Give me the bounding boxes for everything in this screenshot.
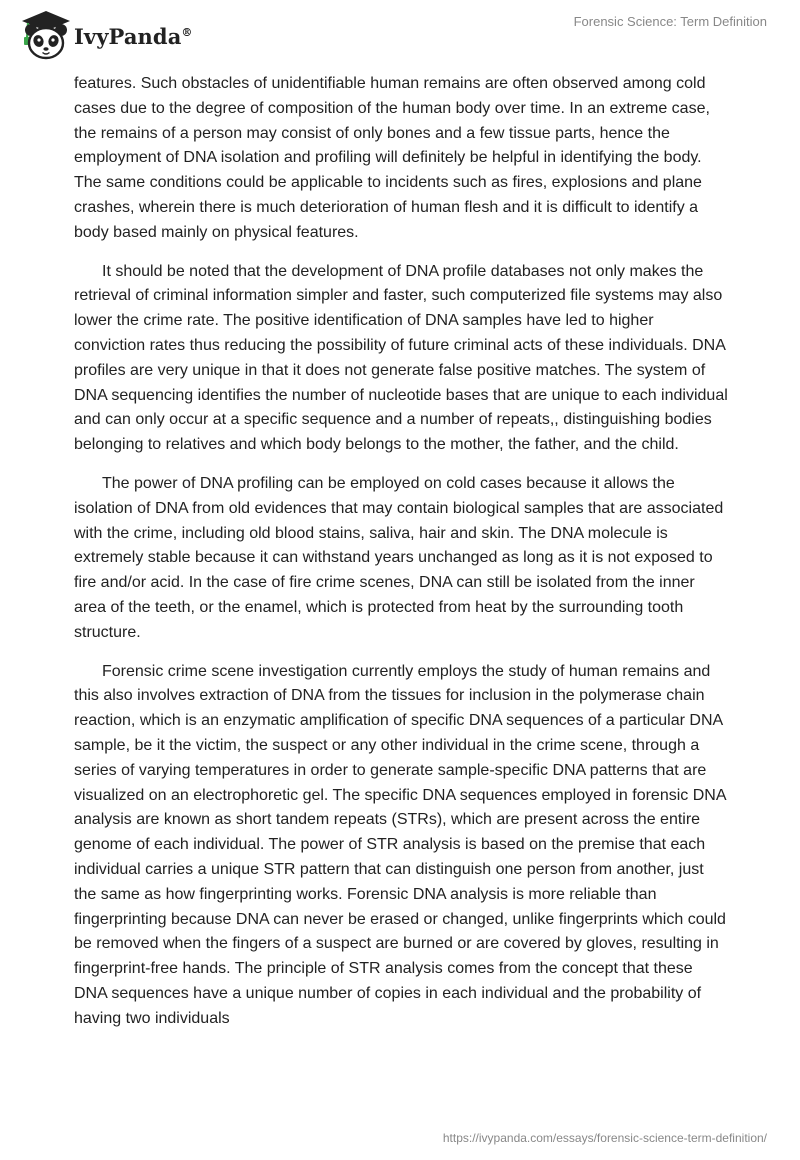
brand-registered-mark: ® — [181, 25, 193, 39]
source-url[interactable]: https://ivypanda.com/essays/forensic-science-term-definition/ — [442, 1131, 767, 1145]
document-title: Forensic Science: Term Definition — [573, 14, 767, 29]
paragraph-2: It should be noted that the development of DNA profile databases not only makes the retrieval of criminal information simpler and faster, such computerized file systems may also lower the crime rate. The positive identification of DNA samples have led to higher conviction rates thus reducing the possibility of future criminal acts of these individuals. DNA profiles are very unique in that it does not generate false positive matches. The system of DNA sequencing identifies the number of nucleotide bases that are unique to each individual and can only occur at a specific sequence and a number of repeats,, distinguishing bodies belonging to relatives and which body belongs to the mother, the father, and the child. — [74, 262, 728, 454]
page-header — [0, 0, 800, 70]
paragraph-4: Forensic crime scene investigation currently employs the study of human remains and this also involves extraction of DNA from the tissues for inclusion in the polymerase chain reaction, which is an enzymatic amplification of specific DNA sequences of a particular DNA sample, be it the victim, the suspect or any other individual in the crime scene, through a series of varying temperatures in order to generate sample-specific DNA patterns that are visualized on an electrophoretic gel. The specific DNA sequences employed in forensic DNA analysis are known as short tandem repeats (STRs), which are present across the entire genome of each individual. The power of STR analysis is based on the premise that each individual carries a unique STR pattern that can distinguish one person from another, just the same as how fingerprinting works. Forensic DNA analysis is more reliable than fingerprinting because DNA can never be erased or changed, unlike fingerprints which could be removed when the fingers of a suspect are burned or are covered by gloves, resulting in fingerprint-free hands. The principle of STR analysis comes from the concept that these DNA sequences have a unique number of copies in each individual and the probability of having two individuals — [74, 662, 726, 1027]
paragraph-1: features. Such obstacles of unidentifiable human remains are often observed among cold cases due to the degree of composition of the human body over time. In an extreme case, the remains of a person may consist of only bones and a few tissue parts, hence the employment of DNA isolation and profiling will definitely be helpful in identifying the body. The same conditions could be applicable to incidents such as fires, explosions and plane crashes, wherein there is much deterioration of human flesh and it is difficult to identify a body based mainly on physical features. — [74, 75, 710, 241]
essay-body — [74, 72, 728, 1045]
brand-logo[interactable] — [14, 8, 193, 62]
panda-graduate-logo-icon — [14, 8, 72, 62]
brand-name — [74, 24, 193, 49]
paragraph-3: The power of DNA profiling can be employed on cold cases because it allows the isolation of DNA from old evidences that may contain biological samples that are associated with the crime, including old blood stains, saliva, hair and skin. The DNA molecule is extremely stable because it can withstand years unchanged as long as it is not exposed to fire and/or acid. In the case of fire crime scenes, DNA can still be isolated from the inner area of the teeth, or the enamel, which is protected from heat by the surrounding tooth structure. — [74, 474, 724, 641]
brand-name-text: IvyPanda — [74, 23, 182, 49]
